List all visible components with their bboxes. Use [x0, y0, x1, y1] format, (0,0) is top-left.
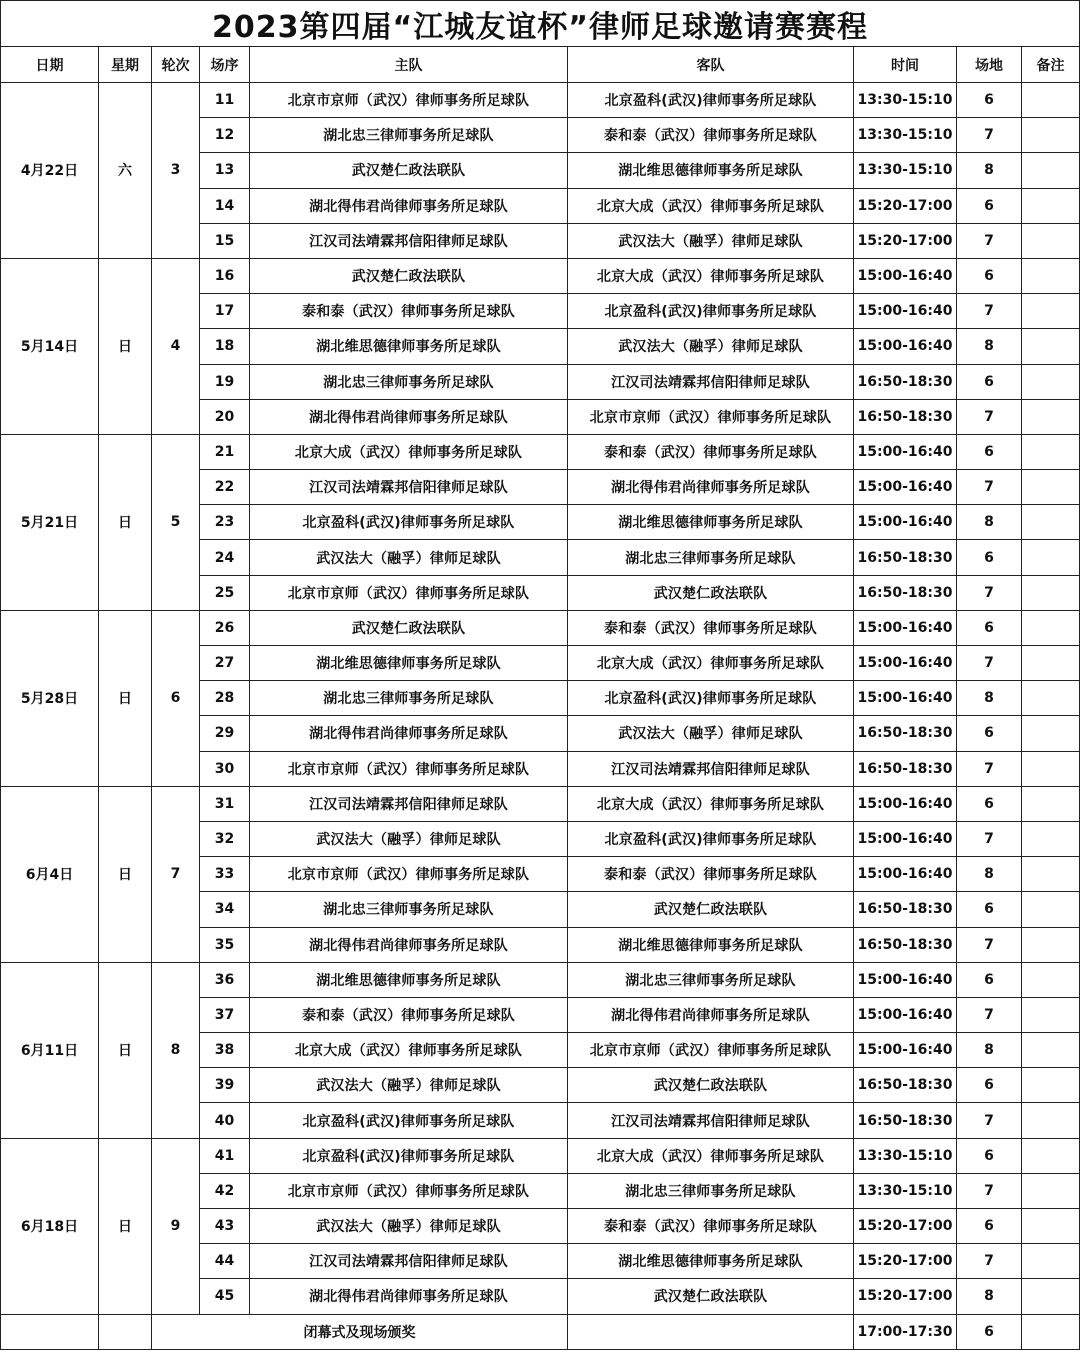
home-team: 湖北得伟君尚律师事务所足球队 [250, 1279, 568, 1314]
away-team: 北京市京师（武汉）律师事务所足球队 [568, 399, 854, 434]
match-note [1022, 681, 1080, 716]
match-venue: 6 [957, 610, 1022, 645]
away-team: 泰和泰（武汉）律师事务所足球队 [568, 1209, 854, 1244]
match-time: 16:50-18:30 [854, 751, 957, 786]
home-team: 武汉法大（融孚）律师足球队 [250, 540, 568, 575]
match-no: 19 [200, 364, 250, 399]
round-date: 6月4日 [1, 786, 99, 962]
closing-row [1, 1314, 1080, 1349]
round-number: 6 [152, 610, 200, 786]
home-team: 北京大成（武汉）律师事务所足球队 [250, 1033, 568, 1068]
away-team: 湖北维思德律师事务所足球队 [568, 505, 854, 540]
match-no: 39 [200, 1068, 250, 1103]
round-number: 9 [152, 1138, 200, 1314]
away-team: 北京大成（武汉）律师事务所足球队 [568, 188, 854, 223]
match-note [1022, 1033, 1080, 1068]
match-time: 15:00-16:40 [854, 821, 957, 856]
match-row [1, 434, 1080, 469]
match-row [1, 1138, 1080, 1173]
match-venue: 6 [957, 540, 1022, 575]
match-venue: 7 [957, 1244, 1022, 1279]
match-time: 15:00-16:40 [854, 786, 957, 821]
page-title: 2023第四届“江城友谊杯”律师足球邀请赛赛程 [0, 0, 1080, 46]
header-note: 备注 [1022, 47, 1080, 83]
match-venue: 7 [957, 751, 1022, 786]
match-no: 31 [200, 786, 250, 821]
match-time: 16:50-18:30 [854, 399, 957, 434]
match-row [1, 786, 1080, 821]
match-venue: 8 [957, 153, 1022, 188]
match-no: 29 [200, 716, 250, 751]
match-venue: 6 [957, 188, 1022, 223]
match-no: 37 [200, 997, 250, 1032]
away-team: 泰和泰（武汉）律师事务所足球队 [568, 434, 854, 469]
match-note [1022, 505, 1080, 540]
match-note [1022, 540, 1080, 575]
match-venue: 8 [957, 681, 1022, 716]
match-venue: 7 [957, 470, 1022, 505]
match-note [1022, 786, 1080, 821]
match-time: 15:20-17:00 [854, 1209, 957, 1244]
match-no: 13 [200, 153, 250, 188]
away-team: 泰和泰（武汉）律师事务所足球队 [568, 857, 854, 892]
match-no: 24 [200, 540, 250, 575]
match-note [1022, 434, 1080, 469]
match-note [1022, 399, 1080, 434]
match-note [1022, 927, 1080, 962]
match-venue: 7 [957, 646, 1022, 681]
round-date: 6月18日 [1, 1138, 99, 1314]
match-time: 15:00-16:40 [854, 505, 957, 540]
home-team: 北京市京师（武汉）律师事务所足球队 [250, 1173, 568, 1208]
match-note [1022, 364, 1080, 399]
away-team: 武汉楚仁政法联队 [568, 1279, 854, 1314]
home-team: 泰和泰（武汉）律师事务所足球队 [250, 294, 568, 329]
away-team: 泰和泰（武汉）律师事务所足球队 [568, 610, 854, 645]
match-time: 15:00-16:40 [854, 857, 957, 892]
match-no: 21 [200, 434, 250, 469]
match-venue: 6 [957, 1068, 1022, 1103]
match-no: 12 [200, 118, 250, 153]
match-venue: 7 [957, 294, 1022, 329]
match-venue: 8 [957, 857, 1022, 892]
home-team: 武汉法大（融孚）律师足球队 [250, 821, 568, 856]
round-number: 7 [152, 786, 200, 962]
match-note [1022, 1209, 1080, 1244]
away-team: 北京盈科(武汉)律师事务所足球队 [568, 83, 854, 118]
match-no: 22 [200, 470, 250, 505]
away-team: 武汉楚仁政法联队 [568, 575, 854, 610]
header-away: 客队 [568, 47, 854, 83]
home-team: 湖北维思德律师事务所足球队 [250, 962, 568, 997]
match-venue: 7 [957, 1173, 1022, 1208]
match-time: 13:30-15:10 [854, 118, 957, 153]
match-time: 16:50-18:30 [854, 540, 957, 575]
away-team: 江汉司法靖霖邦信阳律师足球队 [568, 751, 854, 786]
match-venue: 6 [957, 892, 1022, 927]
away-team: 泰和泰（武汉）律师事务所足球队 [568, 118, 854, 153]
match-time: 15:00-16:40 [854, 997, 957, 1032]
match-no: 20 [200, 399, 250, 434]
home-team: 北京市京师（武汉）律师事务所足球队 [250, 83, 568, 118]
match-note [1022, 997, 1080, 1032]
match-no: 27 [200, 646, 250, 681]
match-note [1022, 892, 1080, 927]
match-venue: 7 [957, 997, 1022, 1032]
away-team: 北京市京师（武汉）律师事务所足球队 [568, 1033, 854, 1068]
home-team: 武汉楚仁政法联队 [250, 153, 568, 188]
match-note [1022, 1279, 1080, 1314]
away-team: 湖北忠三律师事务所足球队 [568, 540, 854, 575]
away-team: 武汉法大（融孚）律师足球队 [568, 716, 854, 751]
match-no: 40 [200, 1103, 250, 1138]
home-team: 江汉司法靖霖邦信阳律师足球队 [250, 470, 568, 505]
away-team: 北京大成（武汉）律师事务所足球队 [568, 786, 854, 821]
round-weekday: 日 [99, 786, 152, 962]
home-team: 北京大成（武汉）律师事务所足球队 [250, 434, 568, 469]
match-time: 15:00-16:40 [854, 434, 957, 469]
match-note [1022, 258, 1080, 293]
match-note [1022, 575, 1080, 610]
round-weekday: 六 [99, 83, 152, 259]
match-row [1, 962, 1080, 997]
schedule-table [0, 46, 1080, 1350]
match-venue: 7 [957, 118, 1022, 153]
away-team: 湖北维思德律师事务所足球队 [568, 1244, 854, 1279]
home-team: 武汉楚仁政法联队 [250, 610, 568, 645]
match-time: 13:30-15:10 [854, 153, 957, 188]
home-team: 北京盈科(武汉)律师事务所足球队 [250, 505, 568, 540]
match-no: 14 [200, 188, 250, 223]
match-venue: 7 [957, 927, 1022, 962]
home-team: 湖北得伟君尚律师事务所足球队 [250, 188, 568, 223]
match-venue: 8 [957, 505, 1022, 540]
match-no: 25 [200, 575, 250, 610]
away-team: 湖北得伟君尚律师事务所足球队 [568, 470, 854, 505]
match-time: 15:20-17:00 [854, 1279, 957, 1314]
match-venue: 7 [957, 399, 1022, 434]
schedule-body [1, 83, 1080, 1350]
match-no: 42 [200, 1173, 250, 1208]
match-time: 15:00-16:40 [854, 258, 957, 293]
round-number: 4 [152, 258, 200, 434]
match-time: 15:00-16:40 [854, 294, 957, 329]
match-no: 38 [200, 1033, 250, 1068]
home-team: 湖北得伟君尚律师事务所足球队 [250, 927, 568, 962]
match-time: 15:00-16:40 [854, 470, 957, 505]
away-team: 北京盈科(武汉)律师事务所足球队 [568, 821, 854, 856]
home-team: 武汉法大（融孚）律师足球队 [250, 1209, 568, 1244]
closing-venue: 6 [957, 1314, 1022, 1349]
match-note [1022, 223, 1080, 258]
away-team: 北京盈科(武汉)律师事务所足球队 [568, 294, 854, 329]
match-row [1, 610, 1080, 645]
match-no: 26 [200, 610, 250, 645]
home-team: 湖北忠三律师事务所足球队 [250, 118, 568, 153]
match-note [1022, 153, 1080, 188]
home-team: 江汉司法靖霖邦信阳律师足球队 [250, 1244, 568, 1279]
home-team: 江汉司法靖霖邦信阳律师足球队 [250, 786, 568, 821]
match-venue: 8 [957, 329, 1022, 364]
home-team: 泰和泰（武汉）律师事务所足球队 [250, 997, 568, 1032]
round-weekday: 日 [99, 610, 152, 786]
home-team: 湖北维思德律师事务所足球队 [250, 646, 568, 681]
match-venue: 8 [957, 1033, 1022, 1068]
match-time: 15:20-17:00 [854, 188, 957, 223]
match-no: 44 [200, 1244, 250, 1279]
home-team: 湖北忠三律师事务所足球队 [250, 892, 568, 927]
match-venue: 7 [957, 223, 1022, 258]
round-weekday: 日 [99, 434, 152, 610]
home-team: 湖北忠三律师事务所足球队 [250, 681, 568, 716]
match-note [1022, 1173, 1080, 1208]
home-team: 湖北忠三律师事务所足球队 [250, 364, 568, 399]
header-time: 时间 [854, 47, 957, 83]
round-number: 3 [152, 83, 200, 259]
match-no: 41 [200, 1138, 250, 1173]
away-team: 武汉楚仁政法联队 [568, 892, 854, 927]
closing-label: 闭幕式及现场颁奖 [152, 1314, 568, 1349]
away-team: 北京大成（武汉）律师事务所足球队 [568, 1138, 854, 1173]
header-weekday: 星期 [99, 47, 152, 83]
home-team: 武汉楚仁政法联队 [250, 258, 568, 293]
away-team: 北京大成（武汉）律师事务所足球队 [568, 258, 854, 293]
match-note [1022, 857, 1080, 892]
match-time: 15:00-16:40 [854, 1033, 957, 1068]
match-note [1022, 821, 1080, 856]
match-venue: 6 [957, 1138, 1022, 1173]
match-time: 15:00-16:40 [854, 962, 957, 997]
match-venue: 7 [957, 575, 1022, 610]
match-venue: 6 [957, 434, 1022, 469]
away-team: 江汉司法靖霖邦信阳律师足球队 [568, 364, 854, 399]
match-no: 17 [200, 294, 250, 329]
match-note [1022, 1103, 1080, 1138]
header-date: 日期 [1, 47, 99, 83]
match-note [1022, 751, 1080, 786]
match-time: 16:50-18:30 [854, 1068, 957, 1103]
match-venue: 7 [957, 1103, 1022, 1138]
home-team: 江汉司法靖霖邦信阳律师足球队 [250, 223, 568, 258]
match-time: 13:30-15:10 [854, 83, 957, 118]
match-note [1022, 962, 1080, 997]
match-time: 13:30-15:10 [854, 1173, 957, 1208]
home-team: 北京盈科(武汉)律师事务所足球队 [250, 1103, 568, 1138]
home-team: 湖北维思德律师事务所足球队 [250, 329, 568, 364]
match-no: 28 [200, 681, 250, 716]
away-team: 北京大成（武汉）律师事务所足球队 [568, 646, 854, 681]
match-no: 33 [200, 857, 250, 892]
match-note [1022, 1138, 1080, 1173]
match-no: 32 [200, 821, 250, 856]
match-row [1, 258, 1080, 293]
match-note [1022, 118, 1080, 153]
match-note [1022, 646, 1080, 681]
match-time: 15:00-16:40 [854, 610, 957, 645]
match-venue: 6 [957, 786, 1022, 821]
match-note [1022, 329, 1080, 364]
away-team: 北京盈科(武汉)律师事务所足球队 [568, 681, 854, 716]
match-note [1022, 716, 1080, 751]
home-team: 北京市京师（武汉）律师事务所足球队 [250, 751, 568, 786]
round-number: 5 [152, 434, 200, 610]
match-time: 15:00-16:40 [854, 646, 957, 681]
round-number: 8 [152, 962, 200, 1138]
away-team: 湖北维思德律师事务所足球队 [568, 927, 854, 962]
closing-time: 17:00-17:30 [854, 1314, 957, 1349]
match-no: 30 [200, 751, 250, 786]
match-time: 16:50-18:30 [854, 364, 957, 399]
match-no: 11 [200, 83, 250, 118]
match-note [1022, 1244, 1080, 1279]
round-weekday: 日 [99, 258, 152, 434]
match-no: 15 [200, 223, 250, 258]
match-time: 16:50-18:30 [854, 716, 957, 751]
match-no: 36 [200, 962, 250, 997]
match-row [1, 83, 1080, 118]
round-date: 5月14日 [1, 258, 99, 434]
match-time: 16:50-18:30 [854, 892, 957, 927]
match-time: 15:20-17:00 [854, 1244, 957, 1279]
round-weekday: 日 [99, 1138, 152, 1314]
match-venue: 6 [957, 1209, 1022, 1244]
home-team: 北京市京师（武汉）律师事务所足球队 [250, 575, 568, 610]
closing-weekday [99, 1314, 152, 1349]
match-note [1022, 294, 1080, 329]
match-time: 15:00-16:40 [854, 681, 957, 716]
home-team: 北京盈科(武汉)律师事务所足球队 [250, 1138, 568, 1173]
closing-date [1, 1314, 99, 1349]
round-weekday: 日 [99, 962, 152, 1138]
away-team: 武汉楚仁政法联队 [568, 1068, 854, 1103]
header-home: 主队 [250, 47, 568, 83]
match-venue: 7 [957, 821, 1022, 856]
match-venue: 6 [957, 962, 1022, 997]
round-date: 5月21日 [1, 434, 99, 610]
match-venue: 6 [957, 83, 1022, 118]
match-time: 16:50-18:30 [854, 1103, 957, 1138]
match-no: 35 [200, 927, 250, 962]
header-venue: 场地 [957, 47, 1022, 83]
match-time: 13:30-15:10 [854, 1138, 957, 1173]
match-no: 43 [200, 1209, 250, 1244]
away-team: 湖北忠三律师事务所足球队 [568, 962, 854, 997]
match-note [1022, 188, 1080, 223]
home-team: 湖北得伟君尚律师事务所足球队 [250, 716, 568, 751]
closing-note [1022, 1314, 1080, 1349]
round-date: 6月11日 [1, 962, 99, 1138]
closing-spacer [568, 1314, 854, 1349]
away-team: 湖北得伟君尚律师事务所足球队 [568, 997, 854, 1032]
home-team: 湖北得伟君尚律师事务所足球队 [250, 399, 568, 434]
header-round: 轮次 [152, 47, 200, 83]
round-date: 5月28日 [1, 610, 99, 786]
match-no: 18 [200, 329, 250, 364]
match-note [1022, 470, 1080, 505]
match-time: 15:00-16:40 [854, 329, 957, 364]
match-no: 45 [200, 1279, 250, 1314]
match-note [1022, 83, 1080, 118]
match-no: 23 [200, 505, 250, 540]
header-row [1, 47, 1080, 83]
away-team: 武汉法大（融孚）律师足球队 [568, 329, 854, 364]
match-venue: 6 [957, 364, 1022, 399]
match-time: 16:50-18:30 [854, 575, 957, 610]
match-venue: 8 [957, 1279, 1022, 1314]
round-date: 4月22日 [1, 83, 99, 259]
header-match-no: 场序 [200, 47, 250, 83]
match-note [1022, 610, 1080, 645]
away-team: 江汉司法靖霖邦信阳律师足球队 [568, 1103, 854, 1138]
match-time: 16:50-18:30 [854, 927, 957, 962]
away-team: 湖北维思德律师事务所足球队 [568, 153, 854, 188]
match-venue: 6 [957, 716, 1022, 751]
match-time: 15:20-17:00 [854, 223, 957, 258]
away-team: 武汉法大（融孚）律师足球队 [568, 223, 854, 258]
home-team: 北京市京师（武汉）律师事务所足球队 [250, 857, 568, 892]
match-venue: 6 [957, 258, 1022, 293]
away-team: 湖北忠三律师事务所足球队 [568, 1173, 854, 1208]
match-note [1022, 1068, 1080, 1103]
home-team: 武汉法大（融孚）律师足球队 [250, 1068, 568, 1103]
match-no: 34 [200, 892, 250, 927]
match-no: 16 [200, 258, 250, 293]
